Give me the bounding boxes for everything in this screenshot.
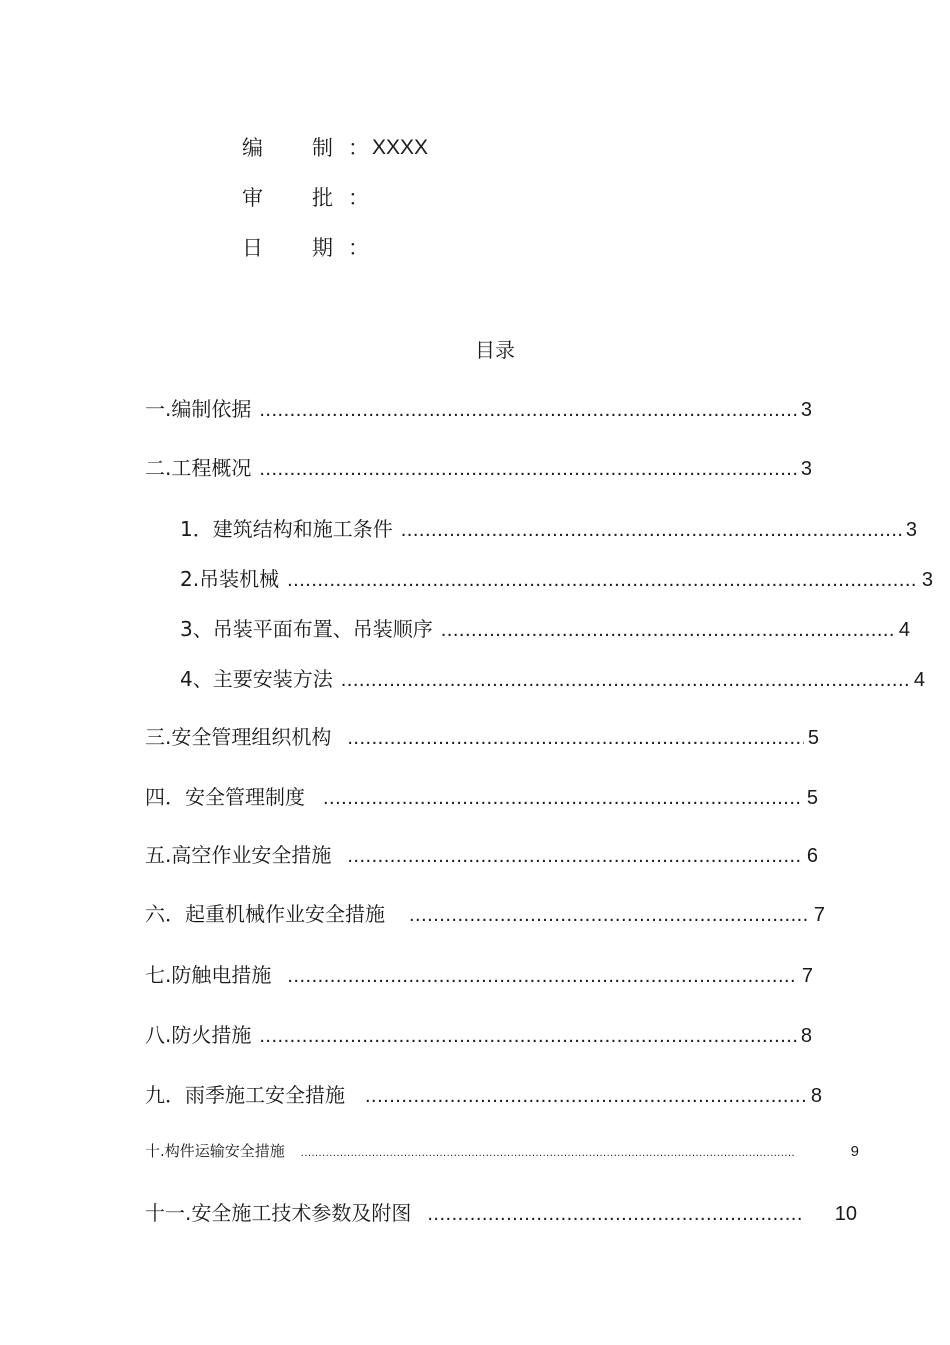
toc-dot-leader [323, 787, 803, 810]
toc-entry[interactable] [145, 1197, 857, 1226]
toc-entry-label: 九．雨季施工安全措施 [145, 1083, 345, 1107]
toc-entry-label: 六．起重机械作业安全措施 [145, 902, 385, 926]
toc-subentry[interactable] [180, 663, 925, 692]
compiler-value: XXXX [372, 136, 429, 159]
toc-page-number: 3 [800, 458, 812, 480]
toc-subentry[interactable] [180, 613, 910, 642]
toc-page-number: 10 [834, 1203, 857, 1225]
toc-entry[interactable] [145, 1140, 859, 1161]
field-label-char: 编 [242, 136, 263, 160]
toc-entry[interactable] [145, 1079, 822, 1108]
toc-page-number: 7 [801, 965, 813, 987]
toc-entry-label: 3、吊装平面布置、吊装顺序 [180, 617, 433, 641]
field-colon: ： [348, 186, 369, 210]
toc-entry[interactable] [145, 839, 818, 868]
toc-page-number: 3 [800, 399, 812, 421]
toc-page-number: 9 [850, 1143, 859, 1160]
toc-title: 目录 [475, 338, 515, 362]
toc-page-number: 8 [800, 1025, 812, 1047]
field-colon: ： [348, 236, 369, 260]
toc-dot-leader [401, 519, 902, 542]
toc-entry-label: 十一.安全施工技术参数及附图 [145, 1201, 412, 1225]
toc-entry[interactable] [145, 1019, 812, 1048]
toc-dot-leader [427, 1203, 800, 1226]
toc-entry-label: 一.编制依据 [145, 397, 252, 421]
toc-dot-leader [347, 845, 803, 868]
toc-subentry[interactable] [180, 513, 917, 542]
toc-entry-label: 1．建筑结构和施工条件 [180, 517, 393, 541]
toc-subentry[interactable] [180, 563, 933, 592]
toc-dot-leader [341, 669, 910, 692]
toc-entry[interactable] [145, 781, 818, 810]
toc-page-number: 3 [921, 569, 933, 591]
field-label-char: 审 [242, 186, 263, 210]
toc-page-number: 5 [806, 787, 818, 809]
toc-dot-leader [409, 904, 810, 927]
toc-page-number: 8 [810, 1085, 822, 1107]
field-label-char: 批 [312, 186, 333, 210]
toc-entry[interactable] [145, 393, 812, 422]
toc-entry[interactable] [145, 959, 813, 988]
toc-dot-leader [287, 569, 918, 592]
toc-dot-leader [347, 727, 804, 750]
toc-page-number: 4 [898, 619, 910, 641]
toc-dot-leader [259, 1025, 797, 1048]
field-label-char: 制 [312, 136, 333, 160]
toc-dot-leader [287, 965, 798, 988]
toc-dot-leader [259, 458, 797, 481]
toc-entry-label: 三.安全管理组织机构 [145, 725, 332, 749]
toc-dot-leader [259, 399, 797, 422]
toc-entry-label: 五.高空作业安全措施 [145, 843, 332, 867]
toc-entry-label: 八.防火措施 [145, 1023, 252, 1047]
field-colon: ： [348, 136, 369, 160]
toc-entry[interactable] [145, 452, 812, 481]
toc-page-number: 6 [806, 845, 818, 867]
toc-entry-label: 二.工程概况 [145, 456, 252, 480]
field-label-char: 期 [312, 236, 333, 260]
toc-entry-label: 十.构件运输安全措施 [145, 1142, 285, 1160]
toc-entry-label: 4、主要安装方法 [180, 667, 333, 691]
toc-page-number: 5 [807, 727, 819, 749]
field-label-char: 日 [242, 236, 263, 260]
toc-dot-leader [301, 1147, 795, 1159]
toc-page-number: 3 [905, 519, 917, 541]
toc-dot-leader [441, 619, 895, 642]
toc-entry-label: 四．安全管理制度 [145, 785, 305, 809]
toc-entry[interactable] [145, 898, 825, 927]
toc-dot-leader [365, 1085, 807, 1108]
toc-entry-label: 2.吊装机械 [180, 567, 280, 591]
toc-entry-label: 七.防触电措施 [145, 963, 272, 987]
toc-page-number: 7 [813, 904, 825, 926]
toc-page-number: 4 [913, 669, 925, 691]
toc-entry[interactable] [145, 721, 819, 750]
